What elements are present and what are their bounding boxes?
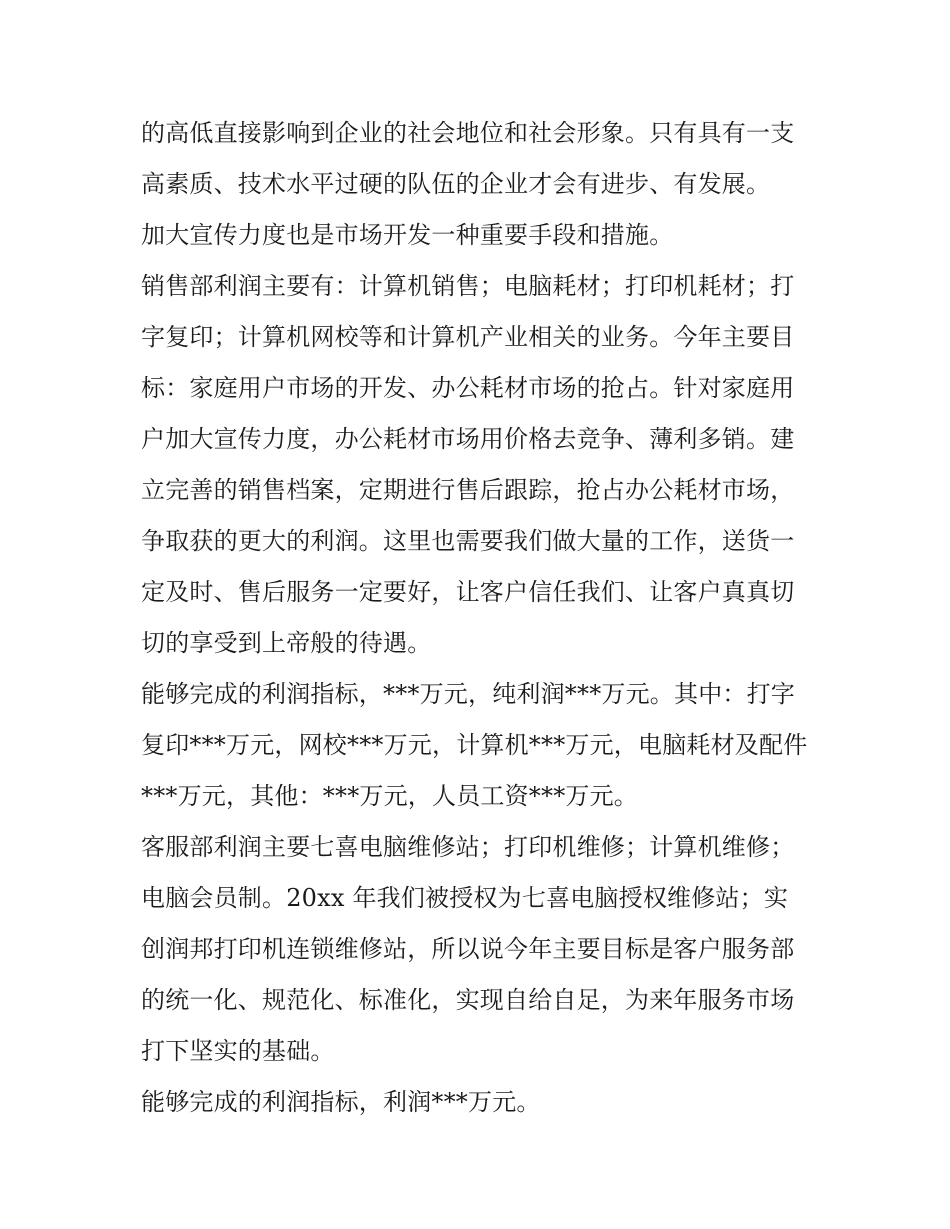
text-line: 的高低直接影响到企业的社会地位和社会形象。只有具有一支 [141, 119, 795, 147]
text-line: 户加大宣传力度，办公耗材市场用价格去竞争、薄利多销。建 [141, 425, 795, 453]
text-line: 加大宣传力度也是市场开发一种重要手段和措施。 [141, 221, 674, 249]
text-line: 客服部利润主要七喜电脑维修站；打印机维修；计算机维修； [141, 833, 795, 861]
text-line: 标：家庭用户市场的开发、办公耗材市场的抢占。针对家庭用 [141, 374, 795, 402]
text-line: 创润邦打印机连锁维修站，所以说今年主要目标是客户服务部 [141, 935, 795, 963]
text-line: 能够完成的利润指标，***万元，纯利润***万元。其中：打字 [141, 680, 795, 708]
text-line: 电脑会员制。20xx 年我们被授权为七喜电脑授权维修站；实 [141, 884, 789, 912]
text-line: 争取获的更大的利润。这里也需要我们做大量的工作，送货一 [141, 527, 795, 555]
text-line: 复印***万元，网校***万元，计算机***万元，电脑耗材及配件 [141, 731, 808, 759]
text-line: 打下坚实的基础。 [141, 1037, 335, 1065]
text-line: 定及时、售后服务一定要好，让客户信任我们、让客户真真切 [141, 578, 795, 606]
text-line: ***万元，其他：***万元，人员工资***万元。 [141, 782, 638, 810]
text-line: 字复印；计算机网校等和计算机产业相关的业务。今年主要目 [141, 323, 795, 351]
text-line: 的统一化、规范化、标准化，实现自给自足，为来年服务市场 [141, 986, 795, 1014]
text-line: 能够完成的利润指标，利润***万元。 [141, 1088, 541, 1116]
text-line: 销售部利润主要有：计算机销售；电脑耗材；打印机耗材；打 [141, 272, 795, 300]
text-line: 切的享受到上帝般的待遇。 [141, 629, 432, 657]
document-body [141, 108, 813, 1128]
text-line: 立完善的销售档案，定期进行售后跟踪，抢占办公耗材市场， [141, 476, 795, 504]
text-line: 高素质、技术水平过硬的队伍的企业才会有进步、有发展。 [141, 170, 771, 198]
